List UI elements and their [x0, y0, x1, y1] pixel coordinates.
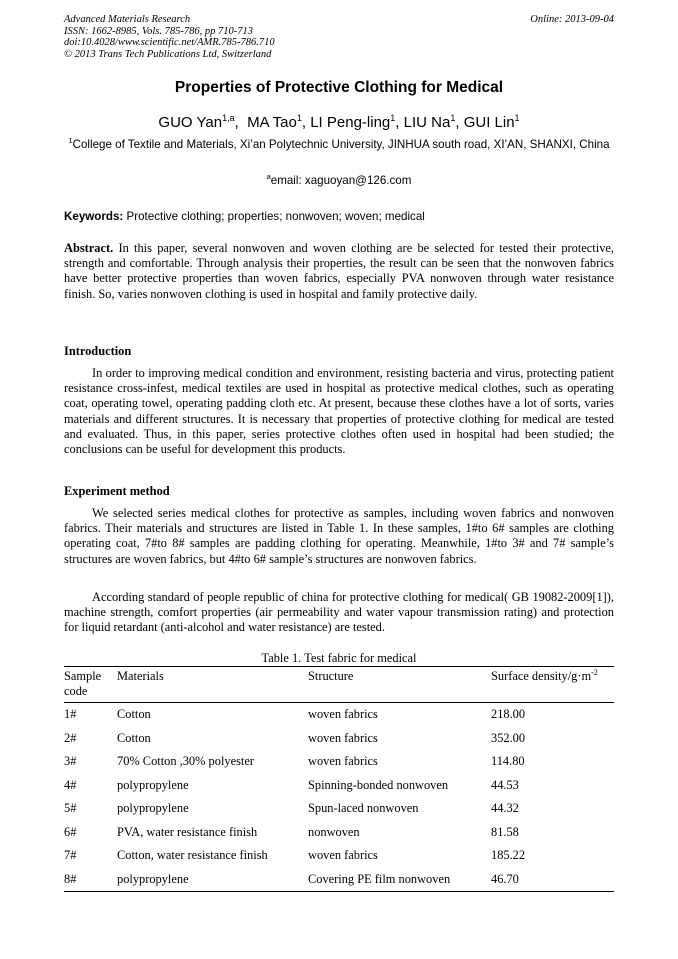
- cell-materials: 70% Cotton ,30% polyester: [117, 754, 254, 769]
- doi-line: doi:10.4028/www.scientific.net/AMR.785-786.710: [64, 37, 275, 49]
- table-row: [64, 703, 614, 727]
- cell-code: 1#: [64, 707, 77, 722]
- experiment-paragraph-1: We selected series medical clothes for protective as samples, including woven fabrics and nonwoven fabrics. Their materials and structures are listed in Table 1. In these samples, 1#to 6# samples are clothing operating coat, 7#to 8# samples are padding clothing for operating. Meanwhile, 1#to 3# and 7# sample’s structures are woven fabrics, but 4#to 6# sample’s structures are nonwoven fabrics.: [64, 506, 614, 566]
- experiment-paragraph-2: According standard of people republic of china for protective clothing for medical( GB 19082-2009[1]), machine strength, comfort properties (air permeability and water vapour transmission rating) and protection for liquid retardant (anti-alcohol and water resistance) are tested.: [64, 590, 614, 635]
- copyright-line: © 2013 Trans Tech Publications Ltd, Switzerland: [64, 48, 272, 60]
- table-row: [64, 774, 614, 798]
- email-text: email: xaguoyan@126.com: [270, 174, 412, 187]
- cell-materials: Cotton, water resistance finish: [117, 848, 268, 863]
- cell-density: 46.70: [491, 871, 519, 886]
- header-structure: Structure: [308, 669, 354, 683]
- cell-code: 8#: [64, 871, 77, 886]
- cell-code: 7#: [64, 848, 77, 863]
- author-name: GUO Yan: [158, 114, 223, 131]
- author-superscript: 1: [514, 113, 520, 123]
- cell-density: 44.32: [491, 801, 519, 816]
- cell-density: 81.58: [491, 824, 519, 839]
- abstract-label: Abstract.: [64, 241, 114, 255]
- cell-materials: Cotton: [117, 730, 151, 745]
- cell-materials: polypropylene: [117, 801, 189, 816]
- author-name: MA Tao: [247, 114, 297, 131]
- cell-structure: nonwoven: [308, 824, 360, 839]
- cell-structure: Spinning-bonded nonwoven: [308, 777, 449, 792]
- header-sample-code: Sample code: [64, 669, 102, 698]
- cell-density: 44.53: [491, 777, 519, 792]
- affiliation: [64, 137, 614, 153]
- cell-code: 5#: [64, 801, 77, 816]
- table-row: [64, 750, 614, 774]
- email-line: [0, 174, 678, 187]
- affiliation-text: College of Textile and Materials, Xi’an Polytechnic University, JINHUA south road, XI’AN, SHANXI, China: [72, 138, 610, 151]
- header-surface-density: [491, 669, 614, 684]
- cell-structure: Covering PE film nonwoven: [308, 871, 451, 886]
- cell-structure: woven fabrics: [308, 848, 378, 863]
- author-superscript: 1: [450, 113, 456, 123]
- cell-materials: polypropylene: [117, 871, 189, 886]
- cell-structure: woven fabrics: [308, 707, 378, 722]
- cell-code: 2#: [64, 730, 77, 745]
- author-name: LI Peng-ling: [310, 114, 391, 131]
- cell-density: 185.22: [491, 848, 526, 863]
- header-materials: Materials: [117, 669, 164, 683]
- header-density-text: Surface density/g·m: [491, 669, 592, 683]
- keywords-text: Protective clothing; properties; nonwoven; woven; medical: [123, 210, 425, 223]
- journal-header: [64, 14, 275, 60]
- cell-structure: woven fabrics: [308, 754, 378, 769]
- experiment-heading: Experiment method: [64, 484, 170, 498]
- cell-code: 6#: [64, 824, 77, 839]
- cell-density: 114.80: [491, 754, 525, 769]
- author-superscript: 1,a: [222, 113, 235, 123]
- online-date: Online: 2013-09-04: [530, 14, 614, 25]
- cell-materials: polypropylene: [117, 777, 189, 792]
- table-header-row: [64, 667, 614, 703]
- fabric-table: [64, 666, 614, 892]
- keywords-label: Keywords:: [64, 210, 124, 223]
- paper-title: Properties of Protective Clothing for Medical: [174, 79, 504, 96]
- introduction-section: [64, 366, 614, 457]
- cell-code: 3#: [64, 754, 77, 769]
- keywords: [64, 210, 614, 223]
- author-list: GUO Yan$^{1,a}$, MA Tao$^1$, LI Peng-ling$^1$, LIU Na$^1$, GUI Lin$^1$: [158, 113, 520, 131]
- table-row: [64, 844, 614, 868]
- affiliation-superscript: 1: [68, 136, 73, 145]
- table-caption: Table 1. Test fabric for medical: [261, 651, 417, 665]
- issn-line: ISSN: 1662-8985, Vols. 785-786, pp 710-713: [64, 25, 253, 37]
- author-name: GUI Lin: [463, 114, 515, 131]
- author-superscript: 1: [390, 113, 396, 123]
- experiment-section-1: [64, 506, 614, 567]
- author-superscript: 1: [296, 113, 302, 123]
- experiment-section-2: [64, 590, 614, 636]
- abstract-text: In this paper, several nonwoven and woven clothing are be selected for tested their protective, strength and comfortable. Through analysis their properties, the result can be seen that the nonwoven fabrics have better protective properties than woven fabrics, especially PVA nonwoven through water resistance finish. So, varies nonwoven clothing is used in hospital and family protective daily.: [64, 241, 614, 301]
- header-density-superscript: -2: [591, 668, 598, 677]
- cell-structure: Spun-laced nonwoven: [308, 801, 419, 816]
- email-superscript: a: [266, 172, 271, 181]
- abstract: [64, 241, 614, 302]
- cell-density: 218.00: [491, 707, 526, 722]
- table-row: [64, 821, 614, 845]
- introduction-heading: Introduction: [64, 344, 132, 358]
- introduction-paragraph: In order to improving medical condition and environment, resisting bacteria and virus, protecting patient resistance cross-infest, medical textiles are used in hospital as protective medical clothes, such as operating coat, operating towel, operating padding cloth etc. At present, because these clothes have a lot of sorts, varies materials and different structures. It is necessary that properties of protective clothing for medical are tested and evaluated. Thus, in this paper, series protective clothes often used in hospital had been studied; the conclusions can be useful for development this products.: [64, 366, 614, 457]
- cell-structure: woven fabrics: [308, 730, 378, 745]
- journal-name: Advanced Materials Research: [64, 14, 191, 25]
- cell-materials: Cotton: [117, 707, 151, 722]
- cell-code: 4#: [64, 777, 77, 792]
- table-row: [64, 797, 614, 821]
- author-name: LIU Na: [403, 114, 451, 131]
- table-row: [64, 727, 614, 751]
- table-row: [64, 868, 614, 892]
- cell-materials: PVA, water resistance finish: [117, 824, 258, 839]
- cell-density: 352.00: [491, 730, 526, 745]
